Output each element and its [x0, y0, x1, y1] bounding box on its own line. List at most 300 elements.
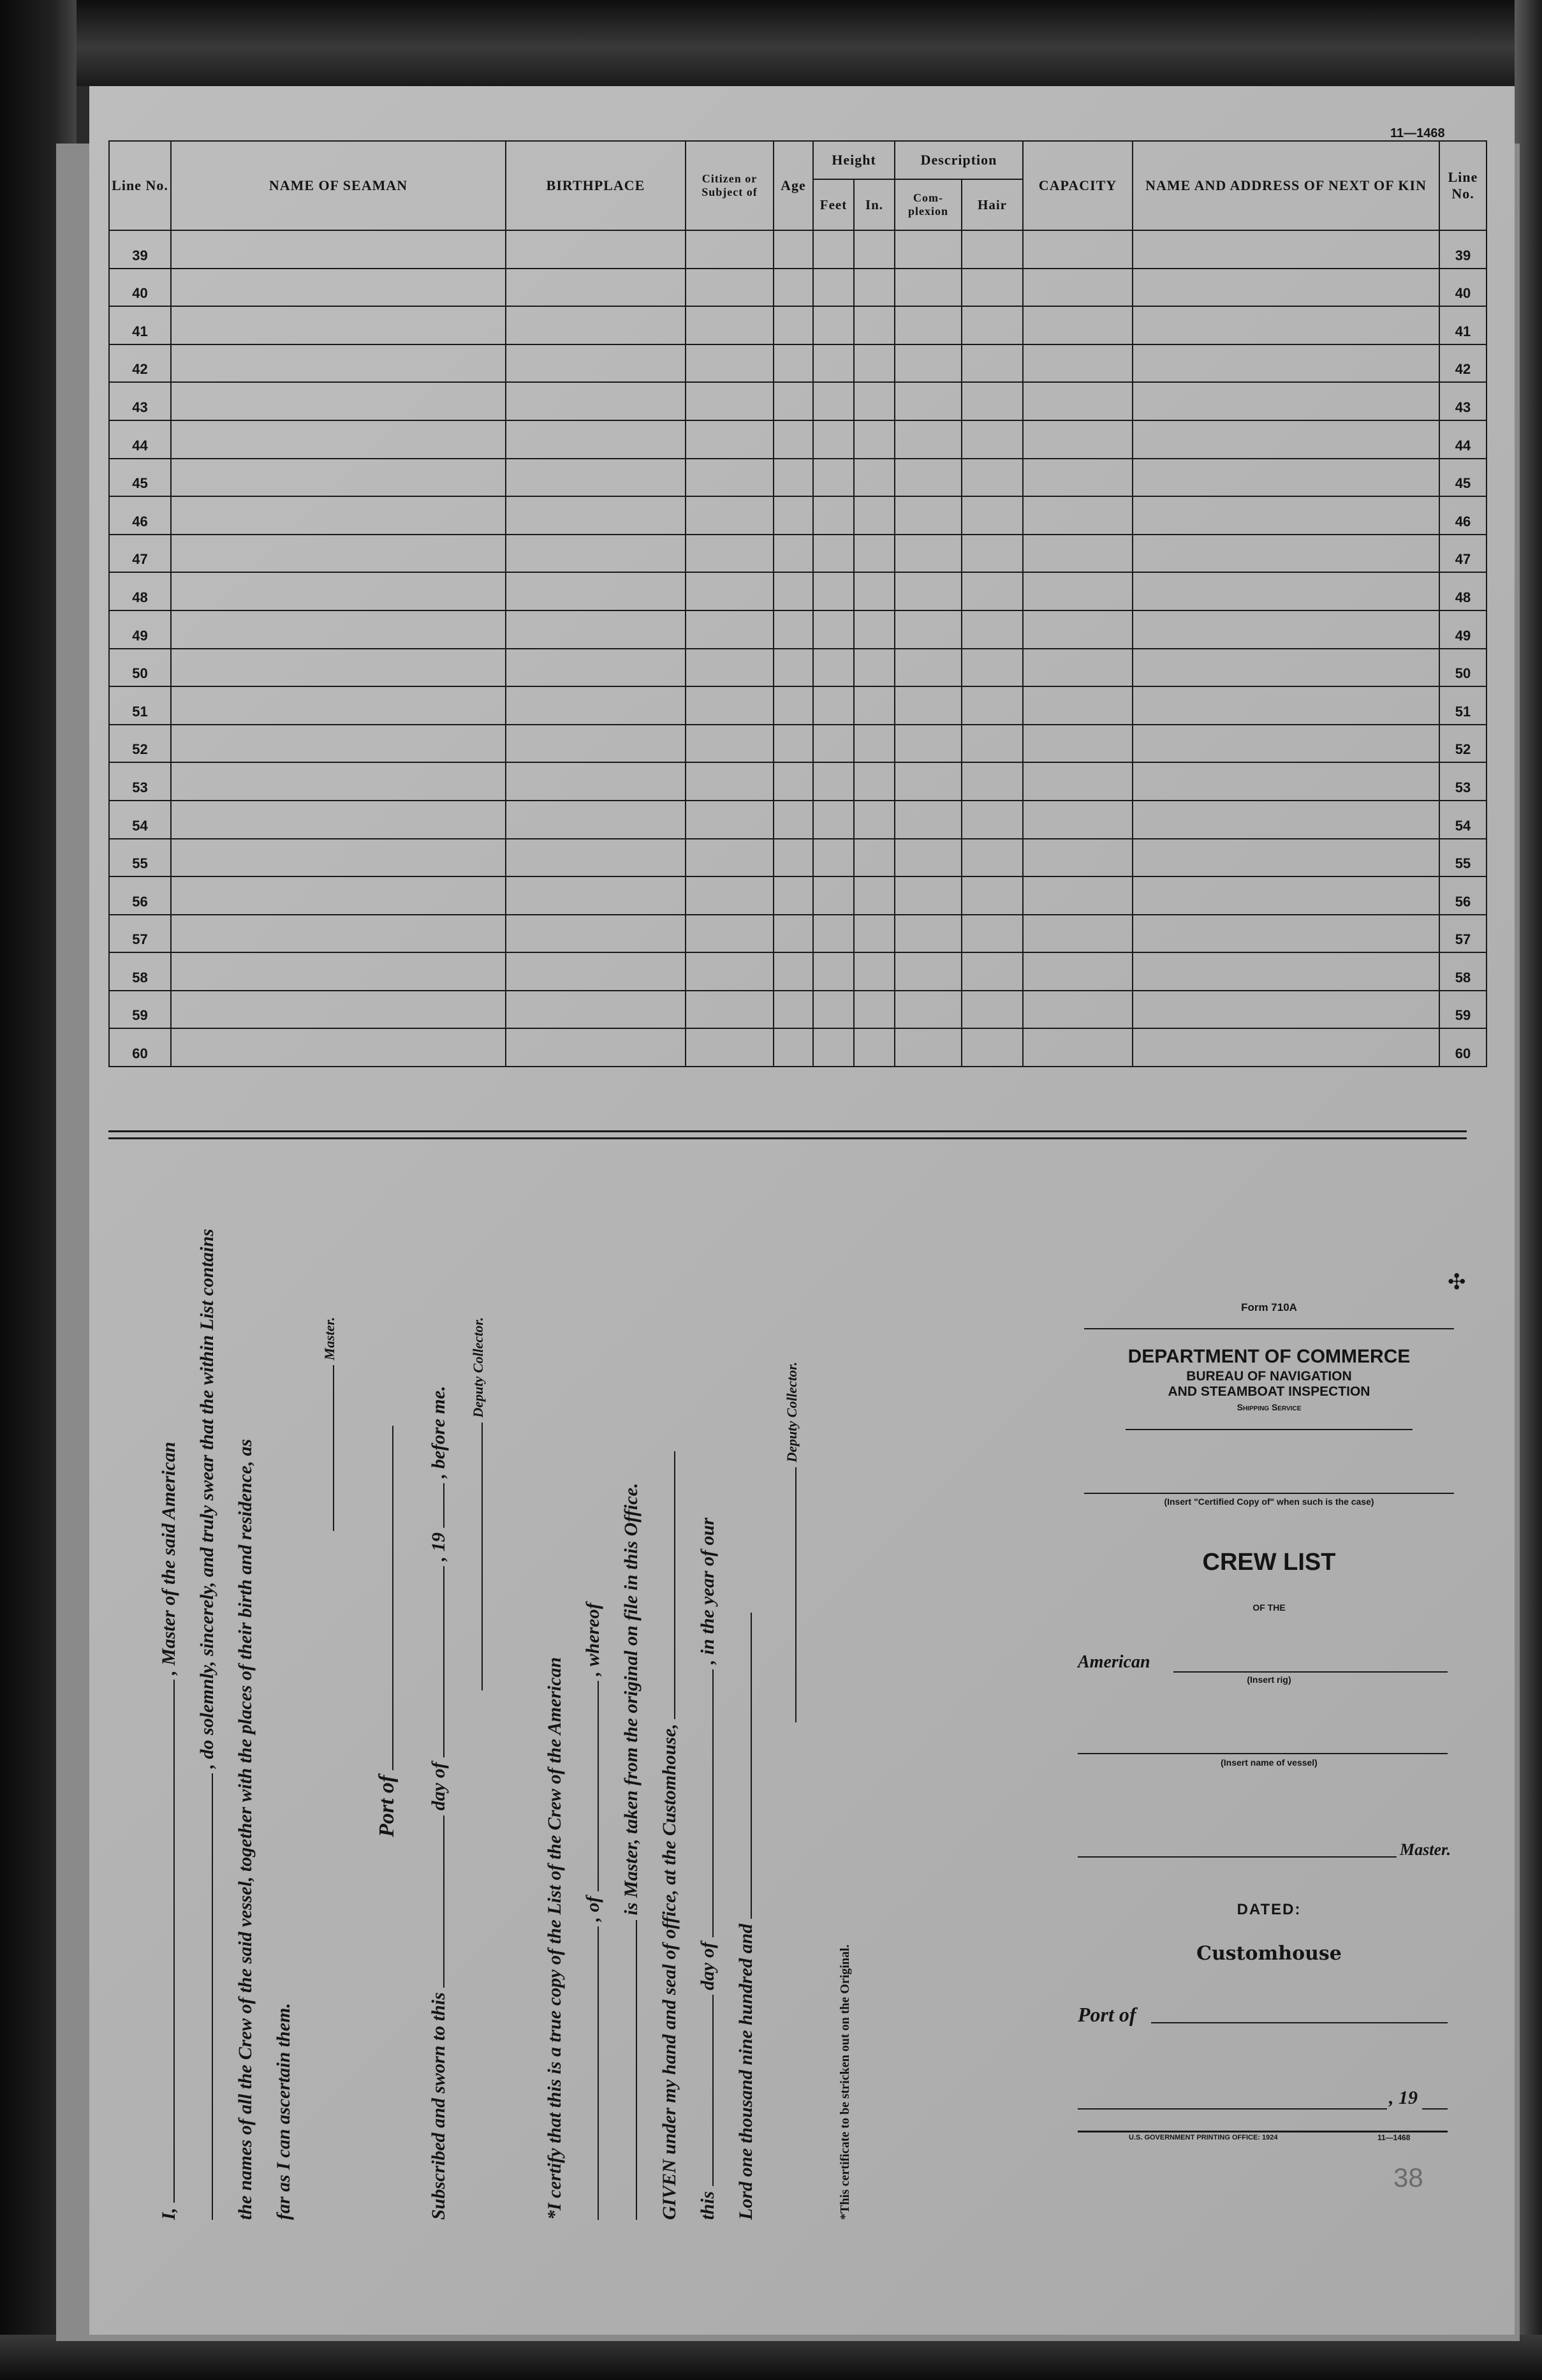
- cell-hair[interactable]: [962, 991, 1023, 1029]
- cell-next-of-kin[interactable]: [1133, 876, 1439, 915]
- cell-inches[interactable]: [854, 459, 895, 497]
- cell-age[interactable]: [774, 459, 813, 497]
- oath-line-2: [188, 1123, 226, 2220]
- cell-age[interactable]: [774, 952, 813, 991]
- cell-line-no-right: 59: [1439, 991, 1487, 1029]
- oath-subscribed-line: [420, 1123, 458, 2220]
- col-line-no-right: Line No.: [1439, 141, 1487, 230]
- certified-copy-blank[interactable]: [1084, 1493, 1454, 1494]
- cell-complexion[interactable]: [895, 801, 962, 839]
- cell-birthplace[interactable]: [506, 762, 686, 801]
- cell-capacity[interactable]: [1023, 230, 1133, 269]
- subscribed-19: , 19: [428, 1532, 449, 1562]
- cell-citizen[interactable]: [686, 459, 774, 497]
- cell-feet[interactable]: [813, 344, 854, 383]
- cell-citizen[interactable]: [686, 839, 774, 877]
- cell-capacity[interactable]: [1023, 915, 1133, 953]
- cell-complexion[interactable]: [895, 915, 962, 953]
- cell-seaman-name[interactable]: [171, 915, 506, 953]
- table-row: [109, 1028, 1487, 1067]
- cell-feet[interactable]: [813, 496, 854, 535]
- cell-line-no-right: 44: [1439, 420, 1487, 459]
- table-row: [109, 762, 1487, 801]
- cell-inches[interactable]: [854, 649, 895, 687]
- cell-complexion[interactable]: [895, 306, 962, 344]
- cell-inches[interactable]: [854, 801, 895, 839]
- cell-inches[interactable]: [854, 915, 895, 953]
- sheet-number: 38: [1393, 2162, 1423, 2192]
- cell-age[interactable]: [774, 496, 813, 535]
- insert-rig-note: (Insert rig): [1247, 1674, 1291, 1685]
- cell-birthplace[interactable]: [506, 876, 686, 915]
- cell-capacity[interactable]: [1023, 420, 1133, 459]
- cell-age[interactable]: [774, 649, 813, 687]
- cell-birthplace[interactable]: [506, 686, 686, 725]
- cell-seaman-name[interactable]: [171, 230, 506, 269]
- oath-deputy-line: [458, 1123, 497, 2220]
- cell-seaman-name[interactable]: [171, 344, 506, 383]
- cell-capacity[interactable]: [1023, 459, 1133, 497]
- cell-complexion[interactable]: [895, 459, 962, 497]
- col-height: Height: [813, 141, 895, 179]
- cell-feet[interactable]: [813, 649, 854, 687]
- col-description: Description: [895, 141, 1023, 179]
- cell-line-no-right: 49: [1439, 610, 1487, 649]
- cell-feet[interactable]: [813, 269, 854, 307]
- cell-age[interactable]: [774, 344, 813, 383]
- cell-feet[interactable]: [813, 572, 854, 610]
- oath-master-label: Master.: [321, 1317, 337, 1361]
- cell-citizen[interactable]: [686, 762, 774, 801]
- cell-complexion[interactable]: [895, 1028, 962, 1067]
- cell-feet[interactable]: [813, 420, 854, 459]
- cell-seaman-name[interactable]: [171, 762, 506, 801]
- cell-line-no-right: 42: [1439, 344, 1487, 383]
- cell-hair[interactable]: [962, 610, 1023, 649]
- cell-next-of-kin[interactable]: [1133, 801, 1439, 839]
- cell-line-no-right: 47: [1439, 535, 1487, 573]
- table-row: [109, 344, 1487, 383]
- certify-port-blank[interactable]: [598, 1681, 599, 1891]
- certify-master-blank[interactable]: [636, 1920, 637, 2220]
- cell-next-of-kin[interactable]: [1133, 382, 1439, 420]
- cell-feet[interactable]: [813, 610, 854, 649]
- rig-blank[interactable]: [1173, 1671, 1448, 1673]
- cell-complexion[interactable]: [895, 382, 962, 420]
- cell-birthplace[interactable]: [506, 1028, 686, 1067]
- cell-capacity[interactable]: [1023, 306, 1133, 344]
- cell-inches[interactable]: [854, 420, 895, 459]
- cell-seaman-name[interactable]: [171, 496, 506, 535]
- table-row: [109, 382, 1487, 420]
- cell-line-no: 49: [109, 610, 171, 649]
- given-day-of: day of: [697, 1942, 718, 1990]
- cell-next-of-kin[interactable]: [1133, 535, 1439, 573]
- oath-port-of: Port of: [375, 1775, 399, 1837]
- cell-complexion[interactable]: [895, 572, 962, 610]
- cell-hair[interactable]: [962, 496, 1023, 535]
- cell-inches[interactable]: [854, 496, 895, 535]
- cell-inches[interactable]: [854, 991, 895, 1029]
- cell-age[interactable]: [774, 269, 813, 307]
- cell-birthplace[interactable]: [506, 991, 686, 1029]
- cell-complexion[interactable]: [895, 991, 962, 1029]
- cell-hair[interactable]: [962, 572, 1023, 610]
- cell-seaman-name[interactable]: [171, 382, 506, 420]
- cell-inches[interactable]: [854, 610, 895, 649]
- cell-feet[interactable]: [813, 991, 854, 1029]
- cell-complexion[interactable]: [895, 420, 962, 459]
- printing-office: U.S. GOVERNMENT PRINTING OFFICE: 1924: [1129, 2134, 1278, 2141]
- cell-line-no-right: 41: [1439, 306, 1487, 344]
- cell-next-of-kin[interactable]: [1133, 344, 1439, 383]
- cell-complexion[interactable]: [895, 876, 962, 915]
- cell-next-of-kin[interactable]: [1133, 306, 1439, 344]
- cell-next-of-kin[interactable]: [1133, 496, 1439, 535]
- cell-birthplace[interactable]: [506, 801, 686, 839]
- cell-age[interactable]: [774, 610, 813, 649]
- cell-seaman-name[interactable]: [171, 839, 506, 877]
- cell-line-no: 55: [109, 839, 171, 877]
- vessel-name-cover-blank[interactable]: [1078, 1753, 1448, 1754]
- cell-complexion[interactable]: [895, 230, 962, 269]
- cell-complexion[interactable]: [895, 686, 962, 725]
- cell-capacity[interactable]: [1023, 344, 1133, 383]
- cell-feet[interactable]: [813, 839, 854, 877]
- cell-citizen[interactable]: [686, 230, 774, 269]
- cell-next-of-kin[interactable]: [1133, 725, 1439, 763]
- oath-port-blank[interactable]: [392, 1426, 393, 1770]
- cell-age[interactable]: [774, 420, 813, 459]
- cell-inches[interactable]: [854, 306, 895, 344]
- cell-capacity[interactable]: [1023, 535, 1133, 573]
- cell-citizen[interactable]: [686, 649, 774, 687]
- col-feet: Feet: [813, 179, 854, 230]
- cell-seaman-name[interactable]: [171, 991, 506, 1029]
- cell-complexion[interactable]: [895, 725, 962, 763]
- cell-birthplace[interactable]: [506, 952, 686, 991]
- cell-hair[interactable]: [962, 344, 1023, 383]
- cell-hair[interactable]: [962, 952, 1023, 991]
- given-customhouse-blank[interactable]: [674, 1451, 675, 1719]
- cell-line-no: 43: [109, 382, 171, 420]
- cell-complexion[interactable]: [895, 496, 962, 535]
- cell-feet[interactable]: [813, 686, 854, 725]
- cell-hair[interactable]: [962, 876, 1023, 915]
- cell-hair[interactable]: [962, 382, 1023, 420]
- cell-age[interactable]: [774, 306, 813, 344]
- cell-birthplace[interactable]: [506, 382, 686, 420]
- cell-birthplace[interactable]: [506, 725, 686, 763]
- cell-age[interactable]: [774, 839, 813, 877]
- subscribed-year-blank[interactable]: [443, 1483, 444, 1528]
- cell-hair[interactable]: [962, 839, 1023, 877]
- cell-seaman-name[interactable]: [171, 649, 506, 687]
- cell-age[interactable]: [774, 725, 813, 763]
- cell-feet[interactable]: [813, 459, 854, 497]
- cell-complexion[interactable]: [895, 535, 962, 573]
- cell-feet[interactable]: [813, 306, 854, 344]
- cell-citizen[interactable]: [686, 496, 774, 535]
- cell-complexion[interactable]: [895, 269, 962, 307]
- table-row: [109, 649, 1487, 687]
- given-lord: Lord one thousand nine hundred and: [735, 1923, 756, 2220]
- deputy-signature-blank[interactable]: [481, 1423, 483, 1690]
- given-year-blank[interactable]: [751, 1613, 752, 1919]
- cell-inches[interactable]: [854, 382, 895, 420]
- cell-capacity[interactable]: [1023, 496, 1133, 535]
- cell-inches[interactable]: [854, 344, 895, 383]
- cell-hair[interactable]: [962, 306, 1023, 344]
- cell-line-no: 60: [109, 1028, 171, 1067]
- cell-age[interactable]: [774, 686, 813, 725]
- cell-next-of-kin[interactable]: [1133, 952, 1439, 991]
- cell-age[interactable]: [774, 572, 813, 610]
- cell-seaman-name[interactable]: [171, 610, 506, 649]
- cell-citizen[interactable]: [686, 610, 774, 649]
- scan-border-top: [0, 0, 1542, 86]
- cell-capacity[interactable]: [1023, 839, 1133, 877]
- cell-hair[interactable]: [962, 915, 1023, 953]
- cell-feet[interactable]: [813, 801, 854, 839]
- cell-seaman-name[interactable]: [171, 876, 506, 915]
- cell-next-of-kin[interactable]: [1133, 459, 1439, 497]
- cell-inches[interactable]: [854, 876, 895, 915]
- cell-feet[interactable]: [813, 535, 854, 573]
- cell-age[interactable]: [774, 876, 813, 915]
- cell-seaman-name[interactable]: [171, 459, 506, 497]
- cell-next-of-kin[interactable]: [1133, 420, 1439, 459]
- cell-inches[interactable]: [854, 230, 895, 269]
- cell-citizen[interactable]: [686, 725, 774, 763]
- cell-seaman-name[interactable]: [171, 572, 506, 610]
- cell-hair[interactable]: [962, 649, 1023, 687]
- cell-seaman-name[interactable]: [171, 420, 506, 459]
- cell-seaman-name[interactable]: [171, 686, 506, 725]
- cell-capacity[interactable]: [1023, 876, 1133, 915]
- cell-line-no-right: 48: [1439, 572, 1487, 610]
- cell-feet[interactable]: [813, 725, 854, 763]
- cell-inches[interactable]: [854, 1028, 895, 1067]
- cell-citizen[interactable]: [686, 991, 774, 1029]
- cell-age[interactable]: [774, 915, 813, 953]
- cell-feet[interactable]: [813, 762, 854, 801]
- cell-hair[interactable]: [962, 535, 1023, 573]
- cell-next-of-kin[interactable]: [1133, 269, 1439, 307]
- cell-line-no-right: 50: [1439, 649, 1487, 687]
- cell-complexion[interactable]: [895, 649, 962, 687]
- cell-capacity[interactable]: [1023, 1028, 1133, 1067]
- cell-line-no-right: 55: [1439, 839, 1487, 877]
- cell-citizen[interactable]: [686, 420, 774, 459]
- cell-next-of-kin[interactable]: [1133, 610, 1439, 649]
- cell-next-of-kin[interactable]: [1133, 762, 1439, 801]
- cell-citizen[interactable]: [686, 801, 774, 839]
- cell-line-no: 56: [109, 876, 171, 915]
- cell-citizen[interactable]: [686, 535, 774, 573]
- certify-vessel-blank[interactable]: [598, 1926, 599, 2220]
- insert-vessel-note: (Insert name of vessel): [1221, 1757, 1318, 1768]
- cell-birthplace[interactable]: [506, 269, 686, 307]
- cell-birthplace[interactable]: [506, 459, 686, 497]
- oath-block: [150, 1123, 979, 2220]
- cell-birthplace[interactable]: [506, 839, 686, 877]
- cell-birthplace[interactable]: [506, 610, 686, 649]
- cell-line-no: 54: [109, 801, 171, 839]
- cell-next-of-kin[interactable]: [1133, 839, 1439, 877]
- cell-inches[interactable]: [854, 762, 895, 801]
- cell-age[interactable]: [774, 382, 813, 420]
- cell-age[interactable]: [774, 1028, 813, 1067]
- cell-birthplace[interactable]: [506, 306, 686, 344]
- cell-birthplace[interactable]: [506, 420, 686, 459]
- master-cover-blank[interactable]: [1078, 1856, 1397, 1858]
- cell-citizen[interactable]: [686, 915, 774, 953]
- cell-age[interactable]: [774, 230, 813, 269]
- cell-inches[interactable]: [854, 572, 895, 610]
- cell-complexion[interactable]: [895, 344, 962, 383]
- cell-complexion[interactable]: [895, 610, 962, 649]
- insert-certified-note: (Insert "Certified Copy of" when such is the case): [1164, 1497, 1374, 1507]
- cell-inches[interactable]: [854, 686, 895, 725]
- cell-birthplace[interactable]: [506, 496, 686, 535]
- cell-seaman-name[interactable]: [171, 306, 506, 344]
- cell-age[interactable]: [774, 762, 813, 801]
- cell-seaman-name[interactable]: [171, 725, 506, 763]
- cell-capacity[interactable]: [1023, 762, 1133, 801]
- crew-list-cover: [1078, 1301, 1460, 2226]
- given-day-blank[interactable]: [712, 1995, 714, 2186]
- cell-birthplace[interactable]: [506, 572, 686, 610]
- cell-inches[interactable]: [854, 725, 895, 763]
- cell-line-no-right: 43: [1439, 382, 1487, 420]
- cell-age[interactable]: [774, 801, 813, 839]
- cell-line-no: 42: [109, 344, 171, 383]
- cell-citizen[interactable]: [686, 344, 774, 383]
- subscribed-month-blank[interactable]: [443, 1566, 444, 1757]
- cell-next-of-kin[interactable]: [1133, 649, 1439, 687]
- cell-seaman-name[interactable]: [171, 801, 506, 839]
- cell-citizen[interactable]: [686, 306, 774, 344]
- cell-hair[interactable]: [962, 459, 1023, 497]
- cell-citizen[interactable]: [686, 269, 774, 307]
- cell-hair[interactable]: [962, 230, 1023, 269]
- cover-year-blank[interactable]: [1422, 2108, 1448, 2110]
- cell-citizen[interactable]: [686, 1028, 774, 1067]
- subscribed-day-blank[interactable]: [443, 1815, 444, 1988]
- cell-inches[interactable]: [854, 269, 895, 307]
- cell-capacity[interactable]: [1023, 269, 1133, 307]
- cell-next-of-kin[interactable]: [1133, 1028, 1439, 1067]
- cell-birthplace[interactable]: [506, 344, 686, 383]
- oath-master-of-american: , Master of the said American: [158, 1442, 179, 1675]
- cell-age[interactable]: [774, 535, 813, 573]
- cover-date-blank[interactable]: [1078, 2108, 1387, 2110]
- cell-next-of-kin[interactable]: [1133, 230, 1439, 269]
- cell-hair[interactable]: [962, 1028, 1023, 1067]
- cell-seaman-name[interactable]: [171, 1028, 506, 1067]
- cell-next-of-kin[interactable]: [1133, 686, 1439, 725]
- subscribed-day-of: day of: [428, 1762, 449, 1811]
- table-row: [109, 801, 1487, 839]
- cell-capacity[interactable]: [1023, 572, 1133, 610]
- cell-feet[interactable]: [813, 915, 854, 953]
- cell-hair[interactable]: [962, 269, 1023, 307]
- certify-of: , of: [582, 1896, 603, 1922]
- cell-complexion[interactable]: [895, 762, 962, 801]
- cell-capacity[interactable]: [1023, 382, 1133, 420]
- cell-citizen[interactable]: [686, 382, 774, 420]
- cell-feet[interactable]: [813, 230, 854, 269]
- cell-capacity[interactable]: [1023, 952, 1133, 991]
- certify-is-master: is Master, taken from the original on file in this Office.: [620, 1482, 642, 1916]
- cell-citizen[interactable]: [686, 572, 774, 610]
- col-name-of-seaman: NAME OF SEAMAN: [171, 141, 506, 230]
- cell-hair[interactable]: [962, 762, 1023, 801]
- table-row: [109, 952, 1487, 991]
- cell-age[interactable]: [774, 991, 813, 1029]
- table-row: [109, 876, 1487, 915]
- cell-capacity[interactable]: [1023, 991, 1133, 1029]
- cell-capacity[interactable]: [1023, 649, 1133, 687]
- cell-hair[interactable]: [962, 801, 1023, 839]
- cell-feet[interactable]: [813, 952, 854, 991]
- cell-capacity[interactable]: [1023, 686, 1133, 725]
- cell-capacity[interactable]: [1023, 801, 1133, 839]
- certify-line-2: [574, 1123, 612, 2220]
- cell-birthplace[interactable]: [506, 230, 686, 269]
- cell-line-no: 46: [109, 496, 171, 535]
- cell-capacity[interactable]: [1023, 610, 1133, 649]
- cell-next-of-kin[interactable]: [1133, 915, 1439, 953]
- cell-inches[interactable]: [854, 535, 895, 573]
- cell-feet[interactable]: [813, 1028, 854, 1067]
- cell-line-no: 52: [109, 725, 171, 763]
- cell-seaman-name[interactable]: [171, 535, 506, 573]
- cell-next-of-kin[interactable]: [1133, 991, 1439, 1029]
- cell-inches[interactable]: [854, 952, 895, 991]
- cell-feet[interactable]: [813, 876, 854, 915]
- cell-citizen[interactable]: [686, 876, 774, 915]
- cell-inches[interactable]: [854, 839, 895, 877]
- cell-line-no-right: 53: [1439, 762, 1487, 801]
- cell-hair[interactable]: [962, 725, 1023, 763]
- table-row: [109, 915, 1487, 953]
- master-signature-blank[interactable]: [333, 1365, 334, 1531]
- cell-seaman-name[interactable]: [171, 952, 506, 991]
- cell-birthplace[interactable]: [506, 649, 686, 687]
- cell-birthplace[interactable]: [506, 535, 686, 573]
- cell-citizen[interactable]: [686, 952, 774, 991]
- cell-line-no-right: 58: [1439, 952, 1487, 991]
- vessel-name-blank[interactable]: [212, 1773, 213, 2220]
- cell-feet[interactable]: [813, 382, 854, 420]
- cell-complexion[interactable]: [895, 952, 962, 991]
- deputy-signature-2-blank[interactable]: [795, 1467, 797, 1722]
- cell-seaman-name[interactable]: [171, 269, 506, 307]
- form-code-bottom: 11—1468: [1377, 2133, 1411, 2142]
- given-month-blank[interactable]: [712, 1669, 714, 1937]
- cell-hair[interactable]: [962, 420, 1023, 459]
- master-name-blank[interactable]: [173, 1680, 175, 2203]
- cell-birthplace[interactable]: [506, 915, 686, 953]
- cell-hair[interactable]: [962, 686, 1023, 725]
- cover-port-blank[interactable]: [1151, 2022, 1448, 2023]
- cell-next-of-kin[interactable]: [1133, 572, 1439, 610]
- cell-capacity[interactable]: [1023, 725, 1133, 763]
- cell-citizen[interactable]: [686, 686, 774, 725]
- cell-complexion[interactable]: [895, 839, 962, 877]
